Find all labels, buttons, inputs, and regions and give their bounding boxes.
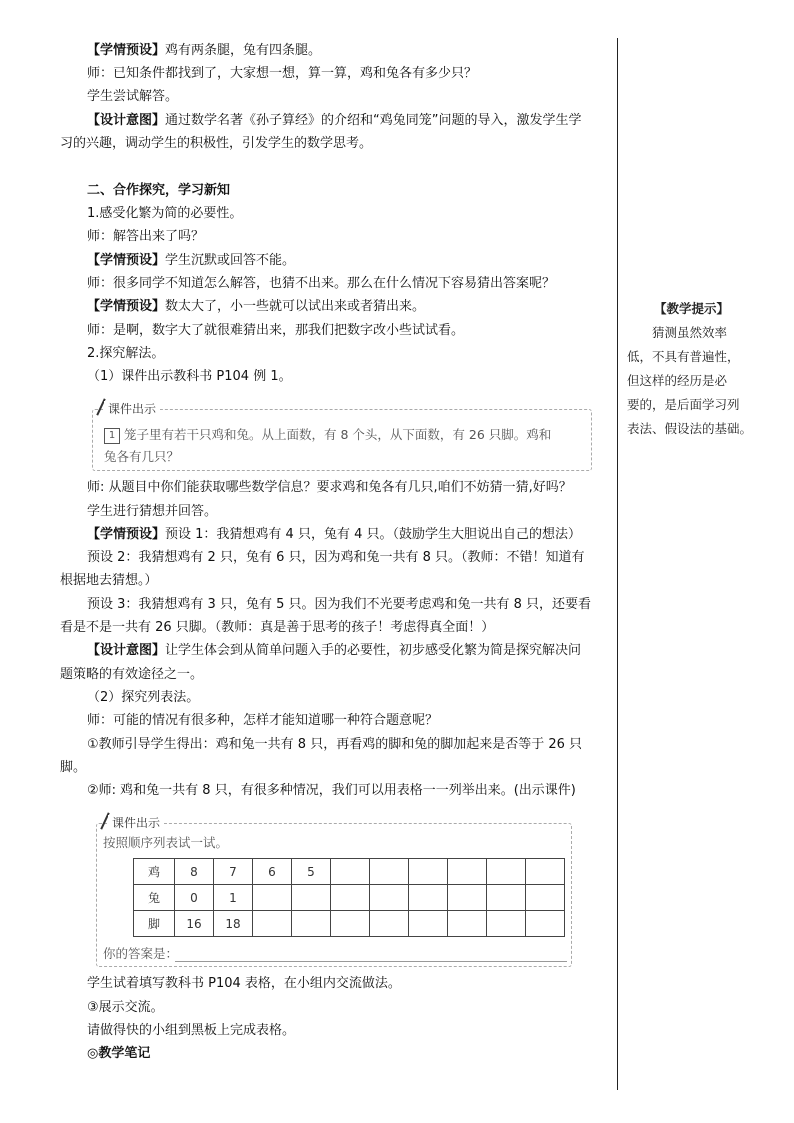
text-line: 师：很多同学不知道怎么解答，也猜不出来。那么在什么情况下容易猜出答案呢？ [87,276,556,291]
table-cell [331,911,370,937]
table-cell [331,859,370,885]
text-line: 1.感受化繁为简的必要性。 [87,206,243,221]
text-line: 【设计意图】让学生体会到从简单问题入手的必要性，初步感受化繁为简是探究解决问 [87,643,582,658]
row-header-feet: 脚 [134,911,175,937]
table-cell: 1 [214,885,253,911]
text-line: 预设 2：我猜想鸡有 2 只，兔有 6 只，因为鸡和兔一共有 8 只。（教师：不错！知道有 [87,550,585,565]
text-line: 【学情预设】鸡有两条腿，兔有四条腿。 [87,43,322,58]
text-line: （1）课件出示教科书 P104 例 1。 [87,369,292,384]
sidebar-line: 但这样的经历是必 [627,373,728,388]
table-cell [487,859,526,885]
table-cell [409,885,448,911]
text-line: 师：可能的情况有很多种，怎样才能知道哪一种符合题意呢？ [87,713,439,728]
teaching-notes-heading: ◎教学笔记 [87,1046,151,1061]
text-line: 2.探究解法。 [87,346,165,361]
table-cell [292,911,331,937]
text-line: 看是不是一共有 26 只脚。（教师：真是善于思考的孩子！考虑得真全面！） [60,620,495,635]
row-header-rabbit: 兔 [134,885,175,911]
table-cell [409,859,448,885]
text-line: 师：已知条件都找到了，大家想一想，算一算，鸡和兔各有多少只？ [87,66,478,81]
table-cell [331,885,370,911]
answer-line [175,960,567,962]
table-cell: 6 [253,859,292,885]
table-cell [253,885,292,911]
enumeration-table [133,858,565,937]
row-header-chicken: 鸡 [134,859,175,885]
sidebar-line: 低，不具有普遍性， [627,349,740,364]
table-cell [448,885,487,911]
text-line: ②师: 鸡和兔一共有 8 只，有很多种情况，我们可以用表格一一列举出来。(出示课件) [87,783,576,798]
text-line: 【设计意图】通过数学名著《孙子算经》的介绍和“鸡兔同笼”问题的导入，激发学生学 [87,113,582,128]
text-line: 师：解答出来了吗？ [87,229,205,244]
table-cell [448,911,487,937]
text-line: 学生进行猜想并回答。 [87,504,218,519]
text-line: 【学情预设】预设 1：我猜想鸡有 4 只，兔有 4 只。（鼓励学生大胆说出自己的想法） [87,527,581,542]
answer-label: 你的答案是： [103,946,179,961]
example-problem-line-2: 兔各有几只？ [104,449,180,464]
sidebar-line: 要的，是后面学习列 [627,397,740,412]
column-divider [617,38,618,1090]
table-cell: 16 [175,911,214,937]
example-number-badge: 1 [104,428,120,444]
sidebar-line: 猜测虽然效率 [652,325,728,340]
table-cell [526,911,565,937]
text-line: 【学情预设】学生沉默或回答不能。 [87,253,296,268]
text-line: 师：是啊，数字大了就很难猜出来，那我们把数字改小些试试看。 [87,323,465,338]
table-cell: 7 [214,859,253,885]
table-cell [448,859,487,885]
text-line: 请做得快的小组到黑板上完成表格。 [87,1023,296,1038]
sidebar-line: 表法、假设法的基础。 [627,421,753,436]
table-row [134,911,565,937]
text-line: 脚。 [60,760,87,775]
table-cell [370,911,409,937]
table-cell: 0 [175,885,214,911]
table-cell [253,911,292,937]
table-cell: 8 [175,859,214,885]
table-row [134,859,565,885]
example-problem-line-1: 1 笼子里有若干只鸡和兔。从上面数，有 8 个头，从下面数，有 26 只脚。鸡和 [104,424,551,446]
sidebar-title: 【教学提示】 [654,301,730,316]
text-line: 根据地去猜想。） [60,573,158,588]
table-cell [487,885,526,911]
text-line: 习的兴趣，调动学生的积极性，引发学生的数学思考。 [60,136,373,151]
section-heading: 二、合作探究，学习新知 [87,183,231,198]
text-line: 学生尝试解答。 [87,89,179,104]
table-cell: 18 [214,911,253,937]
table-cell [526,859,565,885]
text-line: （2）探究列表法。 [87,690,200,705]
table-cell [409,911,448,937]
table-instruction: 按照顺序列表试一试。 [103,835,229,850]
table-cell [370,885,409,911]
table-cell [526,885,565,911]
text-line: 师: 从题目中你们能获取哪些数学信息？要求鸡和兔各有几只,咱们不妨猜一猜,好吗？ [87,480,572,495]
table-cell [370,859,409,885]
text-line: ③展示交流。 [87,1000,164,1015]
text-line: 预设 3：我猜想鸡有 3 只，兔有 5 只。因为我们不光要考虑鸡和兔一共有 8 只，还要看 [87,597,592,612]
table-cell [487,911,526,937]
table-cell: 5 [292,859,331,885]
box-label: 课件出示 [104,401,160,417]
text-line: 【学情预设】数太大了，小一些就可以试出来或者猜出来。 [87,299,426,314]
box-label: 课件出示 [108,815,164,831]
text-line: 题策略的有效途径之一。 [60,667,204,682]
table-cell [292,885,331,911]
text-line: 学生试着填写教科书 P104 表格，在小组内交流做法。 [87,976,401,991]
table-row [134,885,565,911]
text-line: ①教师引导学生得出：鸡和兔一共有 8 只，再看鸡的脚和兔的脚加起来是否等于 26 只 [87,737,582,752]
